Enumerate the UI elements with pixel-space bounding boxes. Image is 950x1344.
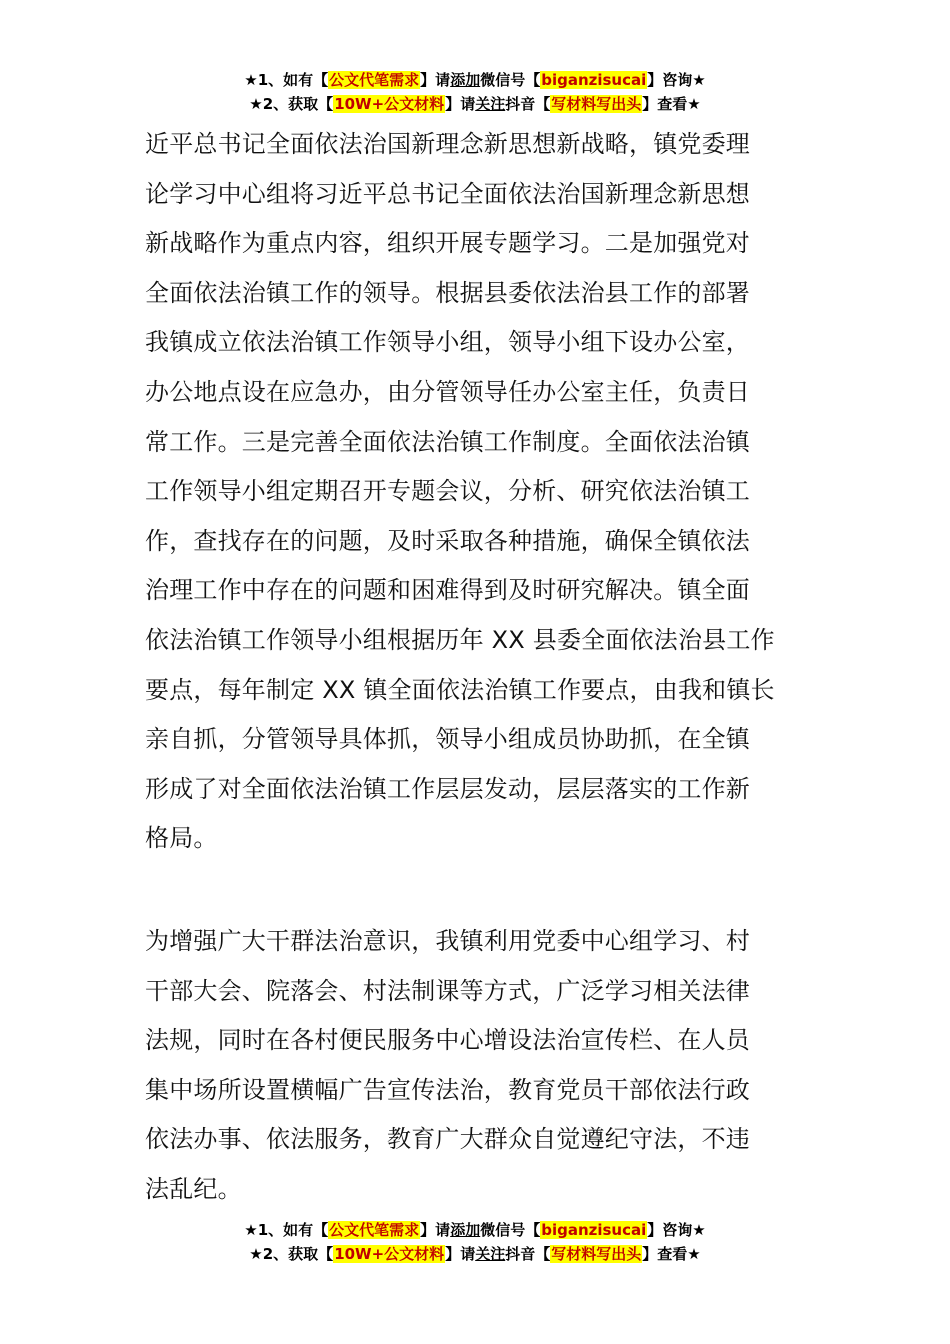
paragraph-1 (145, 120, 810, 864)
text-line: 集中场所设置横幅广告宣传法治，教育党员干部依法行政 (145, 1075, 750, 1104)
header-banner (0, 68, 950, 116)
highlight-wechat-id: biganzisucai (541, 71, 647, 89)
text-line: 我镇成立依法治镇工作领导小组，领导小组下设办公室， (145, 328, 750, 357)
text-line: 法规，同时在各村便民服务中心增设法治宣传栏、在人员 (145, 1026, 750, 1055)
text-line: 工作领导小组定期召开专题会议，分析、研究依法治镇工 (145, 477, 750, 506)
text-line: 论学习中心组将习近平总书记全面依法治国新理念新思想 (145, 179, 750, 208)
text-line: 形成了对全面依法治镇工作层层发动，层层落实的工作新 (145, 774, 750, 803)
text-line: 干部大会、院落会、村法制课等方式，广泛学习相关法律 (145, 976, 750, 1005)
text-line: 为增强广大干群法治意识，我镇利用党委中心组学习、村 (145, 927, 750, 955)
highlight-materials: 10W+公文材料 (334, 1245, 445, 1263)
text-line: 作，查找存在的问题，及时采取各种措施，确保全镇依法 (145, 526, 750, 555)
banner-line-1: ★1、如有【公文代笔需求】请添加微信号【biganzisucai】咨询★ (244, 1221, 706, 1239)
text-line: 依法治镇工作领导小组根据历年 XX 县委全面依法治县工作 (145, 625, 775, 654)
text-line: 新战略作为重点内容，组织开展专题学习。二是加强党对 (145, 229, 750, 258)
footer-banner (0, 1218, 950, 1266)
banner-line-1: ★1、如有【公文代笔需求】请添加微信号【biganzisucai】咨询★ (244, 71, 706, 89)
highlight-service: 公文代笔需求 (329, 1221, 420, 1239)
text-line: 要点，每年制定 XX 镇全面依法治镇工作要点，由我和镇长 (145, 675, 775, 704)
text-line: 法乱纪。 (145, 1174, 242, 1203)
text-line: 近平总书记全面依法治国新理念新思想新战略，镇党委理 (145, 130, 750, 158)
highlight-service: 公文代笔需求 (329, 71, 420, 89)
text-line: 治理工作中存在的问题和困难得到及时研究解决。镇全面 (145, 576, 750, 605)
text-line: 办公地点设在应急办，由分管领导任办公室主任，负责日 (145, 377, 750, 406)
banner-line-2: ★2、获取【10W+公文材料】请关注抖音【写材料写出头】查看★ (249, 1245, 701, 1263)
text-line: 依法办事、依法服务，教育广大群众自觉遵纪守法，不违 (145, 1125, 750, 1154)
highlight-douyin: 写材料写出头 (551, 1245, 642, 1263)
text-line: 亲自抓，分管领导具体抓，领导小组成员协助抓，在全镇 (145, 725, 750, 754)
highlight-wechat-id: biganzisucai (541, 1221, 647, 1239)
banner-line-2: ★2、获取【10W+公文材料】请关注抖音【写材料写出头】查看★ (249, 95, 701, 113)
highlight-douyin: 写材料写出头 (551, 95, 642, 113)
text-line: 常工作。三是完善全面依法治镇工作制度。全面依法治镇 (145, 427, 750, 456)
text-line: 全面依法治镇工作的领导。根据县委依法治县工作的部署 (145, 278, 750, 307)
highlight-materials: 10W+公文材料 (334, 95, 445, 113)
text-line: 格局。 (145, 824, 218, 853)
paragraph-2 (145, 917, 810, 1215)
